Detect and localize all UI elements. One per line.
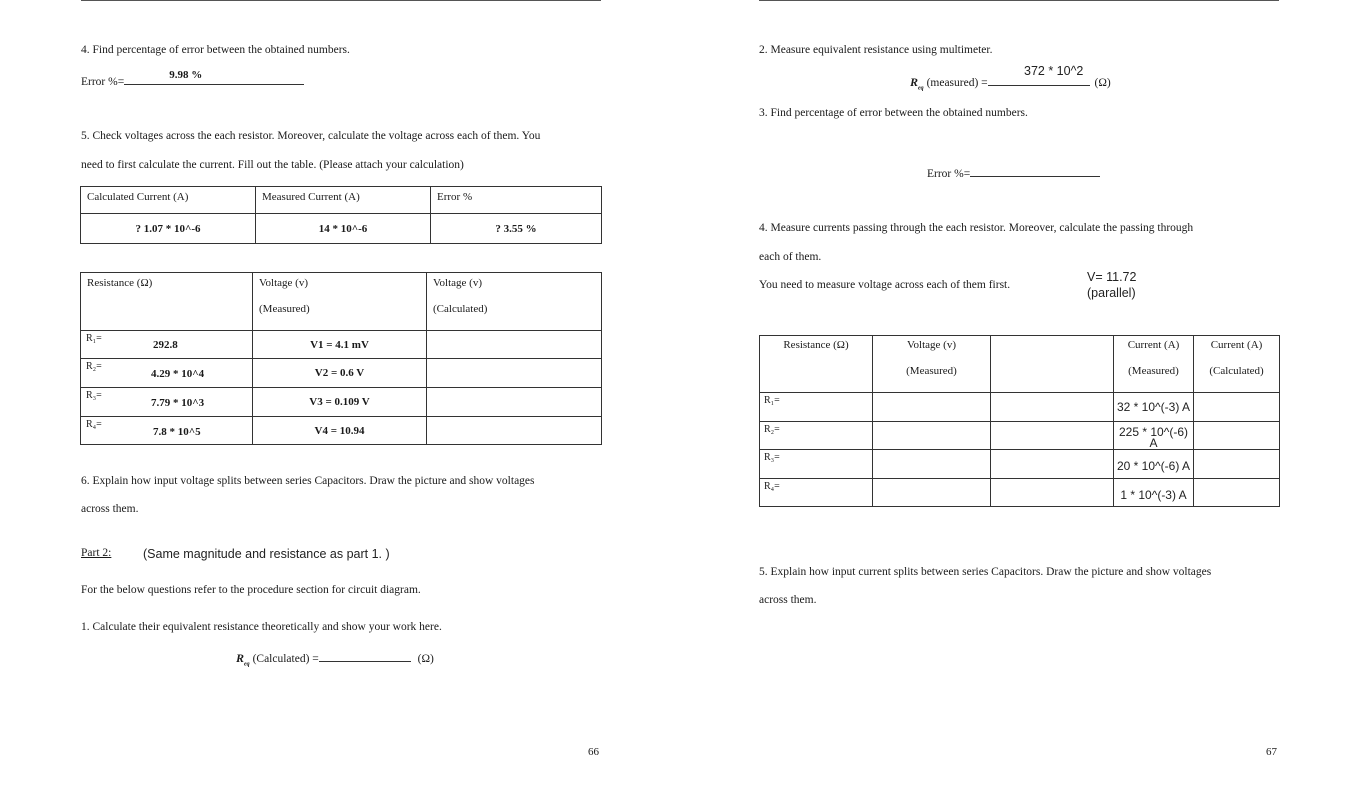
right-q3-title: 3. Find percentage of error between the obtained numbers. [759,107,1028,119]
left-current-cell-error[interactable]: ? 3.55 % [431,214,602,244]
left-voltage-r3-cell[interactable] [81,388,253,417]
right-r1-voltage[interactable] [873,393,991,422]
left-voltage-r1-calculated[interactable] [427,331,602,359]
right-header-voltage-line1: Voltage (v) [907,339,956,351]
left-voltage-header-measured-line1: Voltage (v) [259,277,308,289]
right-r2-label: R₂= [764,424,780,435]
left-q5-line2: need to first calculate the current. Fill out the table. (Please attach your calculation) [81,159,464,171]
right-header-voltage [873,336,991,393]
left-part2-label: Part 2: [81,547,112,559]
left-voltage-r2-value: 4.29 * 10^4 [151,368,205,380]
right-r4-current-calculated[interactable] [1194,479,1280,507]
right-r1-current-measured[interactable]: 32 * 10^(-3) A [1114,393,1194,422]
left-q6-line1: 6. Explain how input voltage splits between series Capacitors. Draw the picture and show voltages [81,475,535,487]
left-voltage-r3-label: R₃= [86,390,102,401]
left-voltage-r2-label: R₂= [86,361,102,372]
left-voltage-r4-value: 7.8 * 10^5 [153,426,201,438]
left-current-table [80,186,602,244]
right-r3-current-measured[interactable]: 20 * 10^(-6) A [1114,450,1194,479]
right-r2-current-measured[interactable] [1114,422,1194,450]
left-voltage-header-calculated-line1: Voltage (v) [433,277,482,289]
right-r4-current-measured[interactable]: 1 * 10^(-3) A [1114,479,1194,507]
left-error-label: Error %= [81,76,125,88]
right-q4-line1: 4. Measure currents passing through the each resistor. Moreover, calculate the passing through [759,222,1194,234]
left-req-symbol: $R_{eq}$ [236,651,250,668]
left-voltage-r3-measured[interactable]: V3 = 0.109 V [253,388,427,417]
left-q5-line1: 5. Check voltages across the each resistor. Moreover, calculate the voltage across each of them. You [81,130,541,142]
left-voltage-header-calculated [427,273,602,331]
left-voltage-r1-measured[interactable]: V1 = 4.1 mV [253,331,427,359]
left-error-blank [124,69,304,85]
left-part2-note: (Same magnitude and resistance as part 1. ) [143,547,390,561]
left-error-line [81,69,304,88]
right-meas-label: (measured) = [926,77,988,89]
right-r3-blank[interactable] [991,450,1114,479]
left-voltage-r4-calculated[interactable] [427,417,602,445]
right-r4-blank[interactable] [991,479,1114,507]
left-q6-line2: across them. [81,503,139,515]
right-page-number: 67 [1266,746,1277,758]
right-r3-current-calculated[interactable] [1194,450,1280,479]
right-r3-voltage[interactable] [873,450,991,479]
right-q2-title: 2. Measure equivalent resistance using multimeter. [759,44,993,56]
left-voltage-header-resistance: Resistance (Ω) [81,273,253,331]
left-error-value: 9.98 % [169,69,203,81]
left-q4-title: 4. Find percentage of error between the obtained numbers. [81,44,350,56]
table-row [81,417,602,445]
right-error-line [927,165,1100,180]
right-error-label: Error %= [927,168,971,180]
right-header-current-measured [1114,336,1194,393]
right-header-current-calculated-line2: (Calculated) [1209,365,1264,377]
left-voltage-header-measured-line2: (Measured) [259,303,310,315]
table-row [760,422,1280,450]
right-header-current-measured-line2: (Measured) [1128,365,1179,377]
right-req-value: 372 * 10^2 [1024,64,1084,78]
right-r4-voltage[interactable] [873,479,991,507]
table-row [81,359,602,388]
right-header-current-calculated [1194,336,1280,393]
right-meas-blank[interactable] [988,74,1090,86]
right-r4-label: R₄= [764,481,780,492]
right-r2-current-measured-overflow: A [1149,436,1158,450]
left-current-header-calculated: Calculated Current (A) [81,187,256,214]
table-row [760,393,1280,422]
table-row [760,479,1280,507]
left-top-rule [81,0,601,1]
right-header-resistance: Resistance (Ω) [760,336,873,393]
table-row [760,450,1280,479]
right-header-blank [991,336,1114,393]
right-header-current-calculated-line1: Current (A) [1210,339,1263,351]
right-q5-line1: 5. Explain how input current splits between series Capacitors. Draw the picture and show voltages [759,566,1212,578]
table-row [81,388,602,417]
right-v-note-line1: V= 11.72 [1087,270,1137,284]
left-voltage-header-measured [253,273,427,331]
left-current-cell-calculated[interactable]: ? 1.07 * 10^-6 [81,214,256,244]
right-req-symbol: $R_{eq}$ [910,75,924,92]
left-voltage-r1-label: R₁= [86,333,102,344]
left-voltage-r2-calculated[interactable] [427,359,602,388]
left-current-header-measured: Measured Current (A) [256,187,431,214]
left-voltage-r1-value: 292.8 [153,339,178,351]
right-r1-label: R₁= [764,395,780,406]
left-calc-blank[interactable] [319,650,411,662]
right-v-note-line2: (parallel) [1087,286,1136,300]
left-refer-text: For the below questions refer to the procedure section for circuit diagram. [81,584,421,596]
left-req-calculated-line [236,650,434,667]
right-r3-label: R₃= [764,452,780,463]
left-voltage-r4-cell[interactable] [81,417,253,445]
right-header-current-measured-line1: Current (A) [1127,339,1180,351]
right-r2-cell [760,422,873,450]
left-voltage-r2-cell[interactable] [81,359,253,388]
right-r1-blank[interactable] [991,393,1114,422]
left-page-number: 66 [588,746,599,758]
left-voltage-r4-measured[interactable]: V4 = 10.94 [253,417,427,445]
right-meas-unit: (Ω) [1094,77,1111,89]
right-r2-voltage[interactable] [873,422,991,450]
right-r1-cell [760,393,873,422]
right-r3-cell [760,450,873,479]
right-r1-current-calculated[interactable] [1194,393,1280,422]
right-r2-current-measured-value: 225 * 10^(-6) [1119,425,1188,439]
right-top-rule [759,0,1279,1]
right-q5-line2: across them. [759,594,817,606]
left-voltage-r2-measured[interactable]: V2 = 0.6 V [253,359,427,388]
left-calc-label: (Calculated) = [252,653,319,665]
left-voltage-header-calculated-line2: (Calculated) [433,303,488,315]
left-q1-text: 1. Calculate their equivalent resistance theoretically and show your work here. [81,621,442,633]
right-req-measured-line [910,74,1111,91]
left-current-header-error: Error % [431,187,602,214]
right-error-blank[interactable] [970,165,1100,177]
left-voltage-r3-calculated[interactable] [427,388,602,417]
right-r2-blank[interactable] [991,422,1114,450]
right-r4-cell [760,479,873,507]
left-voltage-table [80,272,602,445]
right-header-voltage-line2: (Measured) [906,365,957,377]
left-calc-unit: (Ω) [417,653,434,665]
right-q4-line2: each of them. [759,251,822,263]
left-voltage-r1-cell[interactable] [81,331,253,359]
right-r2-current-calculated[interactable] [1194,422,1280,450]
right-current-table [759,335,1280,507]
left-current-cell-measured[interactable]: 14 * 10^-6 [256,214,431,244]
left-voltage-r3-value: 7.79 * 10^3 [151,397,205,409]
left-voltage-r4-label: R₄= [86,419,102,430]
right-q4-line3: You need to measure voltage across each of them first. [759,279,1011,291]
table-row [81,331,602,359]
